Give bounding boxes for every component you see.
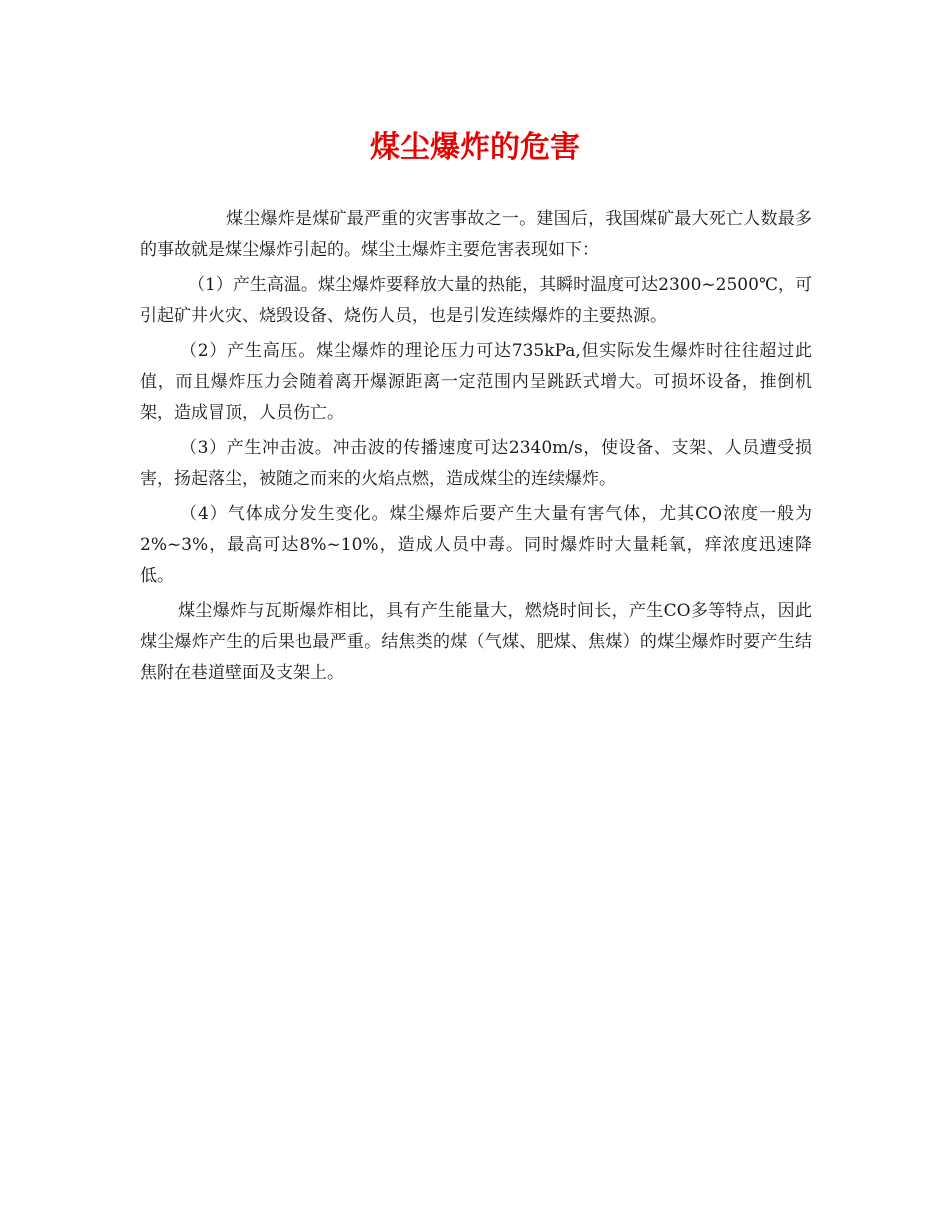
paragraph-high-temperature: （1）产生高温。煤尘爆炸要释放大量的热能，其瞬时温度可达2300~2500℃，可引起矿井火灾、烧毁设备、烧伤人员，也是引发连续爆炸的主要热源。 — [140, 275, 812, 326]
document-title: 煤尘爆炸的危害 — [370, 130, 580, 165]
paragraph-high-pressure: （2）产生高压。煤尘爆炸的理论压力可达735kPa,但实际发生爆炸时往往超过此值，而且爆炸压力会随着离开爆源距离一定范围内呈跳跃式增大。可损坏设备，推倒机架，造成冒顶，人员伤亡。 — [140, 341, 812, 423]
paragraph-gas-composition: （4）气体成分发生变化。煤尘爆炸后要产生大量有害气体，尤其CO浓度一般为2%~3%，最高可达8%~10%，造成人员中毒。同时爆炸时大量耗氧，痒浓度迅速降低。 — [140, 504, 812, 586]
paragraph-intro: 煤尘爆炸是煤矿最严重的灾害事故之一。建国后，我国煤矿最大死亡人数最多的事故就是煤尘爆炸引起的。煤尘土爆炸主要危害表现如下： — [140, 209, 812, 260]
document-body — [140, 204, 812, 693]
paragraph-shock-wave: （3）产生冲击波。冲击波的传播速度可达2340m/s，使设备、支架、人员遭受损害，扬起落尘，被随之而来的火焰点燃，造成煤尘的连续爆炸。 — [140, 438, 812, 489]
paragraph-comparison: 煤尘爆炸与瓦斯爆炸相比，具有产生能量大，燃烧时间长，产生CO多等特点，因此煤尘爆炸产生的后果也最严重。结焦类的煤（气煤、肥煤、焦煤）的煤尘爆炸时要产生结焦附在巷道壁面及支架上。 — [140, 601, 812, 683]
